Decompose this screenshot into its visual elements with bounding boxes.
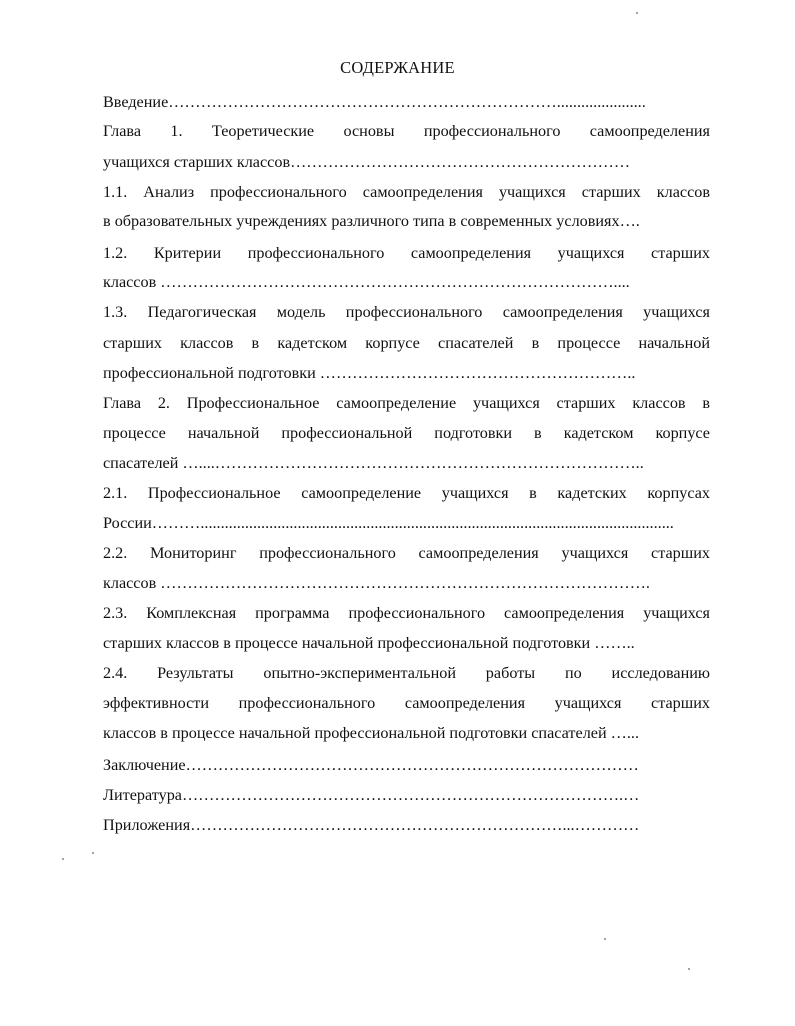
toc-line: в образовательных учреждениях различного типа в современных условиях…. bbox=[103, 212, 640, 230]
toc-line: Глава 1. Теоретические основы профессионального самоопределения bbox=[103, 122, 710, 140]
toc-line: старших классов в кадетском корпусе спасателей в процессе начальной bbox=[103, 334, 710, 352]
toc-line: Приложения……………………………………………………………...………… bbox=[103, 816, 640, 834]
toc-line: 2.1. Профессиональное самоопределение учащихся в кадетских корпусах bbox=[103, 484, 710, 502]
toc-line: профессиональной подготовки ………………………………………………….. bbox=[103, 364, 636, 382]
toc-line: 2.2. Мониторинг профессионального самоопределения учащихся старших bbox=[103, 544, 710, 562]
toc-line: эффективности профессионального самоопределения учащихся старших bbox=[103, 694, 710, 712]
toc-line: спасателей …....…………………………………………………………………….. bbox=[103, 454, 644, 472]
toc-line: 1.1. Анализ профессионального самоопределения учащихся старших классов bbox=[103, 183, 710, 201]
toc-line: 2.3. Комплексная программа профессионального самоопределения учащихся bbox=[103, 604, 710, 622]
toc-line: Введение………………………………………………………………...................... bbox=[103, 93, 646, 111]
toc-line: Заключение………………………………………………………………………… bbox=[103, 756, 639, 774]
toc-line: классов ………………………………………………………………………….... bbox=[103, 273, 630, 291]
toc-line: Литература……………………………………………………………………….… bbox=[103, 786, 640, 804]
scan-speck bbox=[62, 858, 64, 860]
scan-speck bbox=[604, 938, 606, 940]
scan-speck bbox=[92, 852, 94, 854]
scan-speck bbox=[636, 12, 638, 14]
scan-speck bbox=[688, 968, 690, 970]
toc-line: 1.3. Педагогическая модель профессионального самоопределения учащихся bbox=[103, 303, 710, 321]
toc-line: старших классов в процессе начальной профессиональной подготовки …….. bbox=[103, 634, 635, 652]
toc-line: Глава 2. Профессиональное самоопределение учащихся старших классов в bbox=[103, 394, 710, 412]
toc-line: классов ………………………………………………………………………………. bbox=[103, 574, 650, 592]
toc-line: 1.2. Критерии профессионального самоопределения учащихся старших bbox=[103, 244, 710, 262]
toc-line: процессе начальной профессиональной подготовки в кадетском корпусе bbox=[103, 424, 710, 442]
toc-line: классов в процессе начальной профессиональной подготовки спасателей …... bbox=[103, 724, 639, 742]
page-title: СОДЕРЖАНИЕ bbox=[340, 58, 455, 77]
toc-line: 2.4. Результаты опытно-экспериментальной работы по исследованию bbox=[103, 664, 710, 682]
toc-line: учащихся старших классов……………………………………………………… bbox=[103, 153, 631, 171]
toc-line: России………..................................................................................................................... bbox=[103, 514, 674, 532]
